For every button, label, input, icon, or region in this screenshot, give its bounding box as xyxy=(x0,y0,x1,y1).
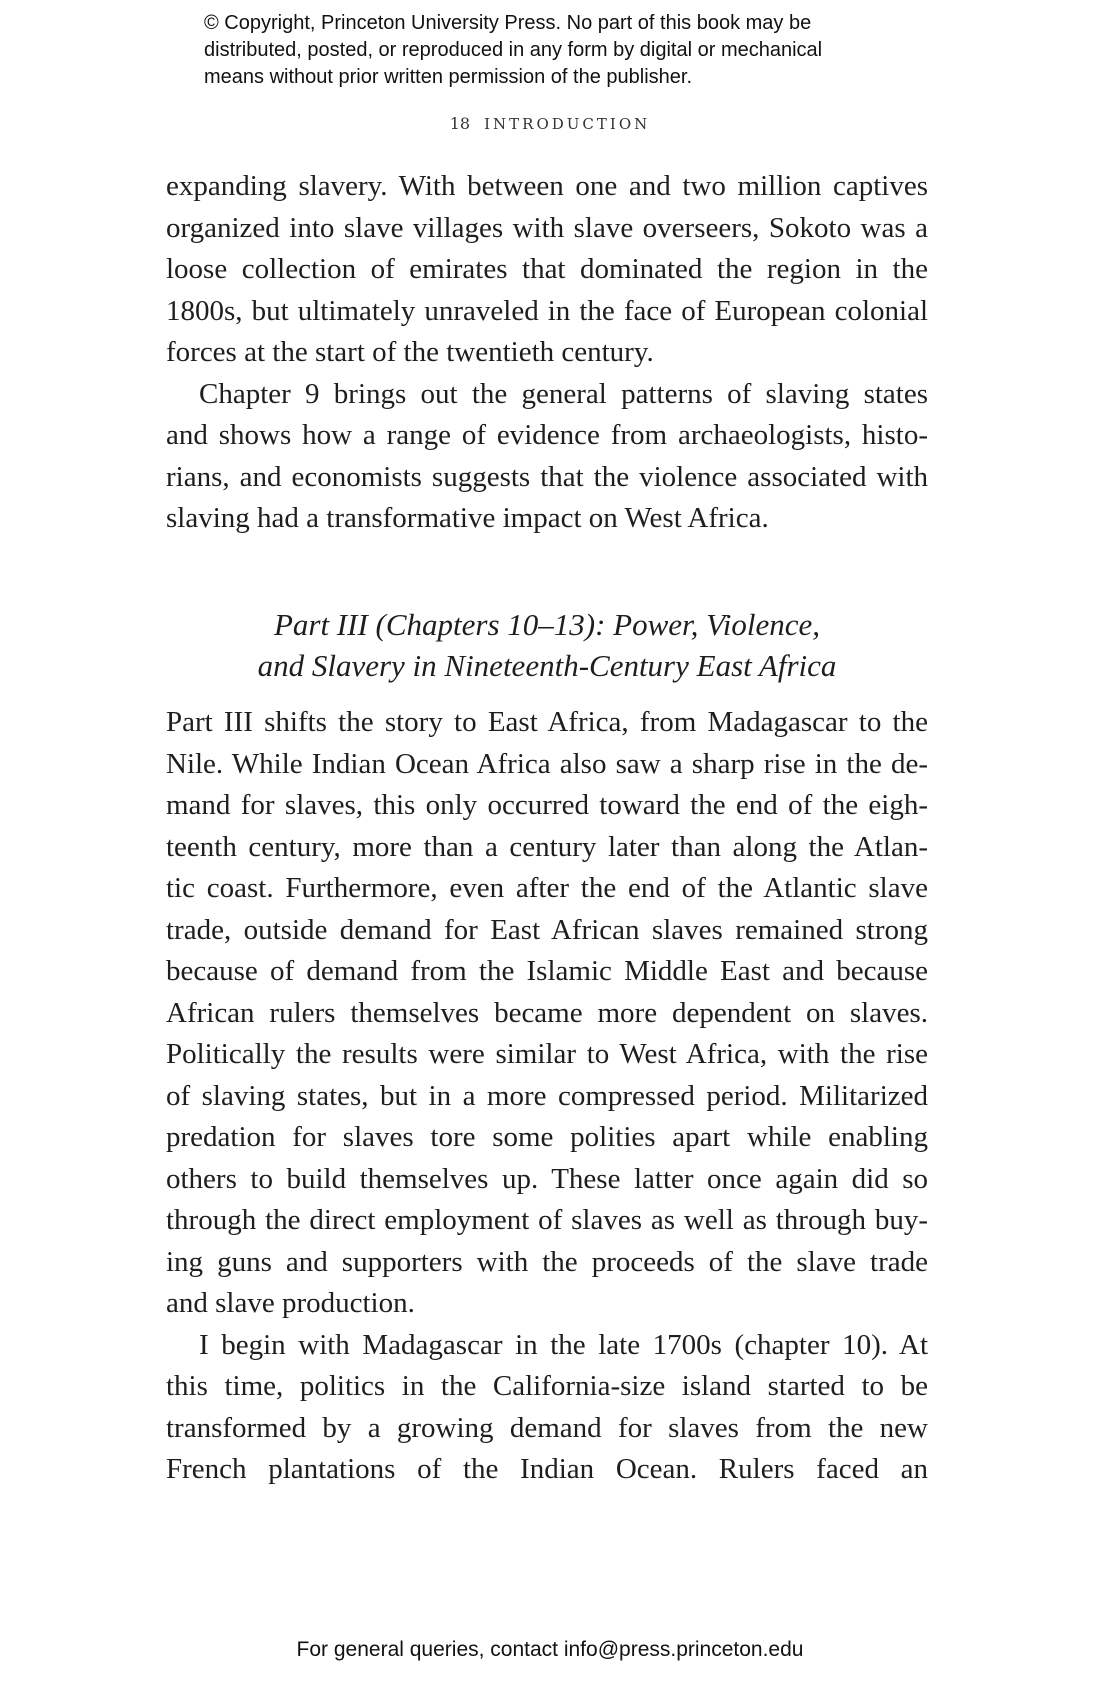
text-line: I begin with Madagascar in the late 1700s (chapter 10). At xyxy=(199,1328,928,1361)
text-line: this time, politics in the California-size island started to be xyxy=(166,1370,928,1402)
text-line: expanding slavery. With between one and two million captives xyxy=(166,170,928,202)
text-line: trade, outside demand for East African slaves remained strong xyxy=(166,913,928,946)
text-line: predation for slaves tore some polities apart while enabling xyxy=(166,1121,928,1153)
page-number: 18 xyxy=(449,114,471,133)
text-line: Chapter 9 brings out the general patterns of slaving states xyxy=(199,377,928,410)
text-line: organized into slave villages with slave overseers, Sokoto was a xyxy=(166,211,928,244)
text-line: others to build themselves up. These latter once again did so xyxy=(166,1162,928,1195)
heading-line: Part III (Chapters 10–13): Power, Violence, xyxy=(273,607,821,642)
text-line: slaving had a transformative impact on West Africa. xyxy=(166,502,769,534)
body-text-top xyxy=(166,166,928,540)
text-line: rians, and economists suggests that the violence associated with xyxy=(166,460,928,493)
text-line: and slave production. xyxy=(166,1287,415,1319)
copyright-line: distributed, posted, or reproduced in any form by digital or mechanical xyxy=(204,39,823,61)
text-line: African rulers themselves became more dependent on slaves. xyxy=(166,996,928,1029)
running-head xyxy=(0,114,1100,133)
text-line: Part III shifts the story to East Africa, from Madagascar to the xyxy=(166,706,928,738)
text-line: mand for slaves, this only occurred toward the end of the eigh- xyxy=(166,789,928,821)
text-line: 1800s, but ultimately unraveled in the face of European colonial xyxy=(166,294,928,327)
text-line: forces at the start of the twentieth century. xyxy=(166,336,654,368)
text-line: through the direct employment of slaves as well as through buy- xyxy=(166,1204,928,1236)
copyright-notice xyxy=(204,10,904,91)
text-line: teenth century, more than a century later than along the Atlan- xyxy=(166,830,928,863)
body-text-bottom xyxy=(166,702,928,1491)
section-title: INTRODUCTION xyxy=(484,115,651,133)
text-line: transformed by a growing demand for slaves from the new xyxy=(166,1411,928,1444)
text-line: tic coast. Furthermore, even after the end of the Atlantic slave xyxy=(166,872,928,904)
text-line: Politically the results were similar to West Africa, with the rise xyxy=(166,1038,928,1070)
text-line: French plantations of the Indian Ocean. Rulers faced an xyxy=(166,1453,928,1485)
footer-contact: For general queries, contact info@press.princeton.edu xyxy=(296,1638,804,1661)
text-line: of slaving states, but in a more compressed period. Militarized xyxy=(166,1079,928,1112)
copyright-line: means without prior written permission of the publisher. xyxy=(204,66,693,88)
copyright-line: © Copyright, Princeton University Press. No part of this book may be xyxy=(204,12,812,34)
text-line: loose collection of emirates that dominated the region in the xyxy=(166,253,928,285)
text-line: because of demand from the Islamic Middle East and because xyxy=(166,955,928,987)
section-heading xyxy=(166,604,928,686)
heading-line: and Slavery in Nineteenth-Century East Africa xyxy=(257,648,837,683)
text-line: and shows how a range of evidence from archaeologists, histo- xyxy=(166,419,928,451)
text-line: Nile. While Indian Ocean Africa also saw a sharp rise in the de- xyxy=(166,747,928,780)
text-line: ing guns and supporters with the proceeds of the slave trade xyxy=(166,1245,928,1278)
